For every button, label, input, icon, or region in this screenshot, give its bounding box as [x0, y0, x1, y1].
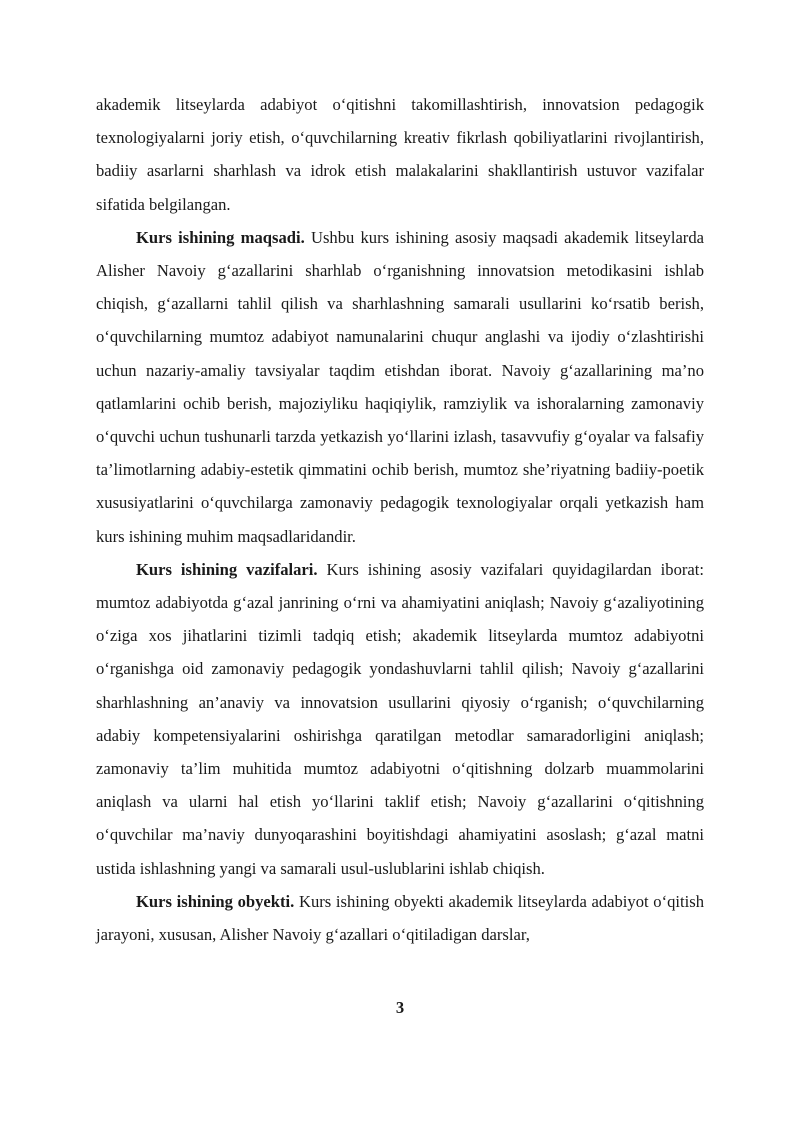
- paragraph-intro: [96, 88, 704, 221]
- paragraph-heading: Kurs ishining maqsadi.: [136, 227, 305, 247]
- paragraph-text: akademik litseylarda adabiyot o‘qitishni takomillashtirish, innovatsion pedagogik texnologiyalarni joriy etish, o‘quvchilarning kreativ fikrlash qobiliyatlarini rivojlantirish, badiiy asarlarni sharhlash va idrok etish malakalarini shakllantirish ustuvor vazifalar sifatida belgilangan.: [96, 95, 704, 214]
- paragraph-obyekti: [96, 885, 704, 951]
- paragraph-maqsadi: [96, 221, 704, 553]
- document-page: [96, 88, 704, 951]
- paragraph-text: Ushbu kurs ishining asosiy maqsadi akademik litseylarda Alisher Navoiy g‘azallarini sharhlab o‘rganishning innovatsion metodikasini ishlab chiqish, g‘azallarni tahlil qilish va sharhlashning samarali usullarini ko‘rsatib berish, o‘quvchilarning mumtoz adabiyot namunalarini chuqur anglashi va ijodiy o‘zlashtirishi uchun nazariy-amaliy tavsiyalar taqdim etishdan iborat. Navoiy g‘azallarining ma’no qatlamlarini ochib berish, majoziyliku haqiqiylik, ramziylik va ishoralarning zamonaviy o‘quvchi uchun tushunarli tarzda yetkazish yo‘llarini izlash, tasavvufiy g‘oyalar va falsafiy ta’limotlarning adabiy-estetik qimmatini ochib berish, mumtoz she’riyatning badiiy-poetik xususiyatlarini o‘quvchilarga zamonaviy pedagogik texnologiyalar orqali yetkazish ham kurs ishining muhim maqsadlaridandir.: [96, 227, 704, 546]
- paragraph-vazifalari: [96, 553, 704, 885]
- paragraph-heading: Kurs ishining obyekti.: [136, 891, 295, 911]
- paragraph-heading: Kurs ishining vazifalari.: [136, 559, 318, 579]
- paragraph-text: Kurs ishining obyekti akademik litseylarda adabiyot o‘qitish jarayoni, xususan, Alisher Navoiy g‘azallari o‘qitiladigan darslar,: [96, 891, 705, 945]
- page-number: 3: [395, 998, 405, 1017]
- paragraph-text: Kurs ishining asosiy vazifalari quyidagilardan iborat: mumtoz adabiyotda g‘azal janrining o‘rni va ahamiyatini aniqlash; Navoiy g‘azaliyotining o‘ziga xos jihatlarini tizimli tadqiq etish; akademik litseylarda mumtoz adabiyotni o‘rganishga oid zamonaviy pedagogik yondashuvlarni tahlil qilish; Navoiy g‘azallarini sharhlashning an’anaviy va innovatsion usullarini qiyosiy o‘rganish; o‘quvchilarning adabiy kompetensiyalarini oshirishga qaratilgan metodlar samaradorligini aniqlash; zamonaviy ta’lim muhitida mumtoz adabiyotni o‘qitishning dolzarb muammolarini aniqlash va ularni hal etish yo‘llarini taklif etish; Navoiy g‘azallarini o‘qitishning o‘quvchilar ma’naviy dunyoqarashini boyitishdagi ahamiyatini asoslash; g‘azal matni ustida ishlashning yangi va samarali usul-uslublarini ishlab chiqish.: [96, 559, 704, 878]
